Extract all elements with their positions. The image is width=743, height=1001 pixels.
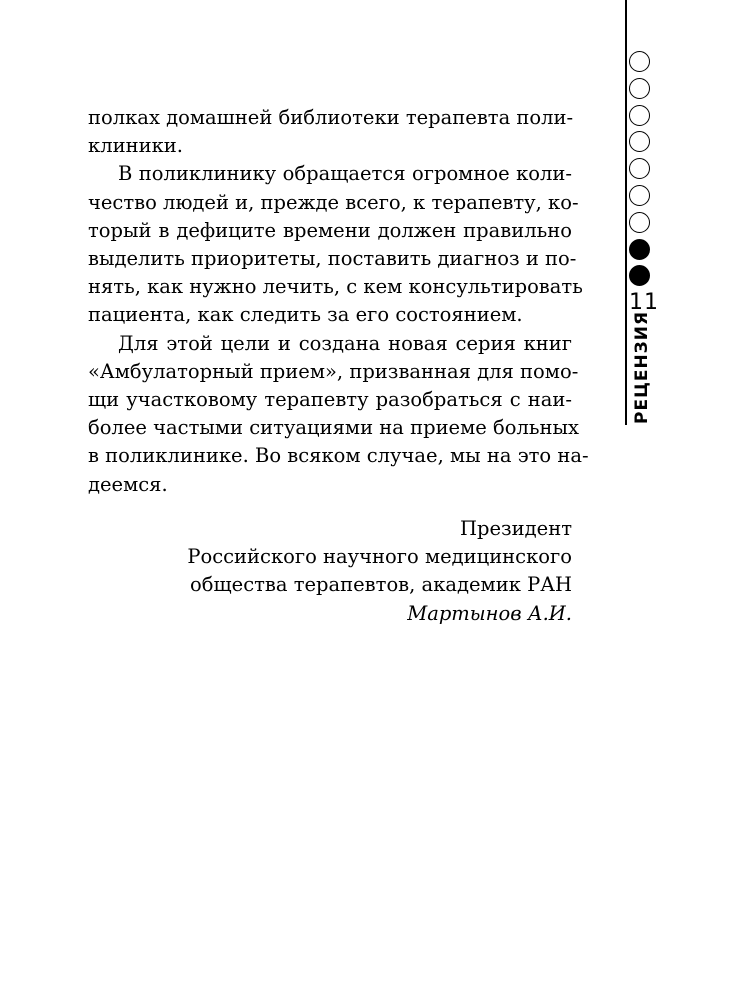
empty-circle-icon [629,51,650,72]
body-line: «Амбулаторный прием», призванная для помо- [88,359,579,383]
signature-block [187,515,572,628]
filled-circle-icon [629,239,650,260]
empty-circle-icon [629,158,650,179]
body-text [88,104,589,499]
body-line: клиники. [88,134,183,158]
empty-circle-icon [629,212,650,233]
empty-circle-icon [629,78,650,99]
body-line: выделить приоритеты, поставить диагноз и по- [88,247,577,271]
empty-circle-icon [629,185,650,206]
body-line: в поликлинике. Во всяком случае, мы на это на- [88,444,589,468]
filled-circle-icon [629,265,650,286]
page-number: 11 [629,290,659,315]
body-line: деемся. [88,472,168,496]
body-line: нять, как нужно лечить, с кем консультировать [88,275,583,299]
body-line: более частыми ситуациями на приеме больных [88,416,580,440]
body-line: пациента, как следить за его состоянием. [88,303,523,327]
signature-organization: общества терапевтов, академик РАН [190,573,572,597]
signature-organization: Российского научного медицинского [187,545,572,569]
chapter-progress-dots [629,51,653,292]
section-label: РЕЦЕНЗИЯ [632,310,652,424]
body-line: В поликлинику обращается огромное коли- [118,162,572,186]
empty-circle-icon [629,105,650,126]
signature-title: Президент [460,517,572,540]
signature-name: Мартынов А.И. [407,601,572,625]
empty-circle-icon [629,131,650,152]
body-line: Для этой цели и создана новая серия книг [118,331,572,355]
body-line: торый в дефиците времени должен правильно [88,218,572,242]
margin-rule [625,0,627,425]
body-line: чество людей и, прежде всего, к терапевту, ко- [88,190,579,214]
body-line: щи участковому терапевту разобраться с наи- [88,388,572,412]
body-line: полках домашней библиотеки терапевта поли- [88,106,574,129]
